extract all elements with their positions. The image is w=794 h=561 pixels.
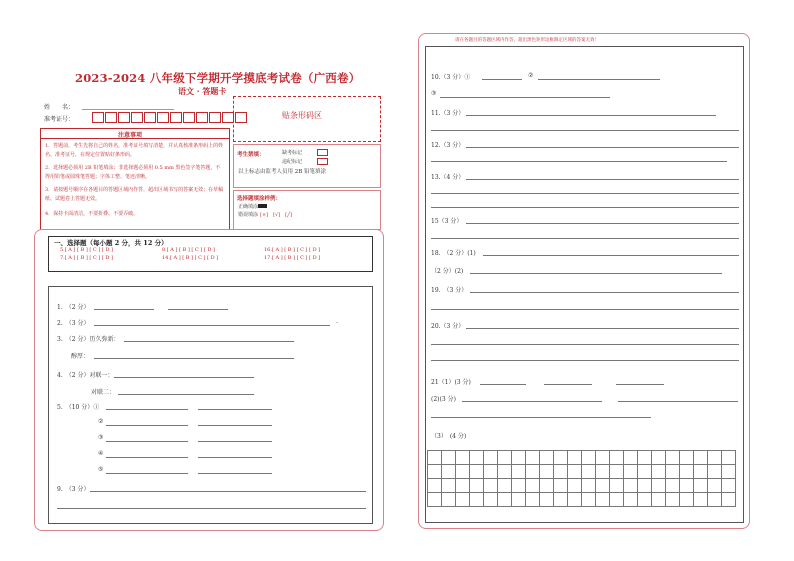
q3-answer-2[interactable] bbox=[94, 358, 294, 359]
q21-answer-1a[interactable] bbox=[480, 384, 526, 385]
notice-divider bbox=[40, 138, 229, 139]
q9-label: 9. （3 分） bbox=[57, 486, 90, 493]
q11-label: 11.（3 分） bbox=[431, 110, 465, 117]
q10-answer-3[interactable] bbox=[440, 97, 610, 98]
q10b-label: ② bbox=[528, 72, 534, 79]
correct-fill-mark bbox=[258, 204, 267, 208]
composition-grid[interactable] bbox=[427, 450, 736, 507]
q11-answer-1[interactable] bbox=[466, 115, 716, 116]
barcode-label: 贴条形码区 bbox=[282, 111, 322, 120]
wrong-fill-marks: [×] [√] [╱] bbox=[260, 212, 293, 218]
q3b-label: 醇厚： bbox=[71, 353, 90, 360]
q10-label: 10.（3 分）① bbox=[431, 74, 471, 81]
q19-label: 19. （3 分） bbox=[431, 287, 468, 294]
q5-answer-5b[interactable] bbox=[198, 473, 272, 474]
q5-answer-1b[interactable] bbox=[198, 409, 272, 410]
q5-label: 5. （10 分）① bbox=[57, 404, 100, 411]
q5-answer-4b[interactable] bbox=[198, 457, 272, 458]
id-label: 准考证号： bbox=[44, 116, 75, 123]
q1-answer-1[interactable] bbox=[94, 309, 154, 310]
q21-answer-1c[interactable] bbox=[616, 384, 664, 385]
q13-answer-2[interactable] bbox=[431, 193, 739, 194]
q5-answer-5a[interactable] bbox=[106, 473, 188, 474]
q9-answer-1[interactable] bbox=[90, 491, 366, 492]
q19-answer-1[interactable] bbox=[470, 292, 739, 293]
q5-4-label: ④ bbox=[98, 450, 104, 457]
violation-label: 违纪标记 bbox=[282, 159, 303, 165]
q5-3-label: ③ bbox=[98, 434, 104, 441]
q1-answer-2[interactable] bbox=[168, 309, 228, 310]
q4-answer-2[interactable] bbox=[118, 394, 254, 395]
q19-answer-2[interactable] bbox=[431, 309, 739, 310]
q5-2-label: ② bbox=[98, 418, 104, 425]
q10-answer-1[interactable] bbox=[482, 79, 522, 80]
section1-title: 一、选择题（每小题 2 分，共 12 分） bbox=[54, 239, 168, 247]
q2-tail: . bbox=[336, 318, 338, 325]
right-top-notice: 请在各题目的答题区域内作答，超出黑色矩形边框限定区域的答案无效！ bbox=[455, 38, 599, 43]
q21-answer-2b[interactable] bbox=[618, 401, 738, 402]
violation-checkbox[interactable] bbox=[317, 158, 328, 165]
q4-answer-1[interactable] bbox=[114, 377, 254, 378]
q15-label: 15（3 分） bbox=[431, 218, 463, 225]
q21-label: 21（1）(3 分) bbox=[431, 379, 471, 386]
q3-label: 3. （2 分）历久弥新： bbox=[57, 336, 120, 343]
q21-answer-2c[interactable] bbox=[431, 417, 651, 418]
page-title: 2023-2024 八年级下学期开学摸底考试卷（广西卷） bbox=[75, 71, 361, 85]
q15-answer-1[interactable] bbox=[466, 223, 739, 224]
q2-label: 2. （3 分） bbox=[57, 320, 90, 327]
q12-answer-2[interactable] bbox=[431, 161, 727, 162]
choice-q7[interactable]: 7.[ A ] [ B ] [ C ] [ D ] bbox=[60, 255, 113, 261]
q5-answer-2a[interactable] bbox=[106, 425, 188, 426]
fill-example-title: 选择题填涂样例： bbox=[237, 196, 282, 202]
q18-answer-2[interactable] bbox=[470, 273, 722, 274]
choice-q8[interactable]: 8.[ A ] [ B ] [ C ] [ D ] bbox=[162, 247, 215, 253]
q20-answer-2[interactable] bbox=[431, 344, 739, 345]
q5-answer-3b[interactable] bbox=[198, 441, 272, 442]
q11-answer-2[interactable] bbox=[431, 130, 739, 131]
absent-label: 缺考标记 bbox=[282, 150, 303, 156]
correct-fill-label: 正确填涂 bbox=[238, 204, 259, 210]
q13-answer-3[interactable] bbox=[431, 207, 739, 208]
q10-answer-2[interactable] bbox=[538, 79, 660, 80]
name-field[interactable] bbox=[82, 109, 174, 110]
absent-checkbox[interactable] bbox=[317, 149, 328, 156]
q20-label: 20.（3 分） bbox=[431, 323, 465, 330]
name-label: 姓 名： bbox=[44, 104, 75, 111]
wrong-fill-label: 错误填涂 bbox=[238, 212, 259, 218]
q5-5-label: ⑤ bbox=[98, 466, 104, 473]
page-subtitle: 语文 · 答题卡 bbox=[178, 86, 227, 96]
q1-label: 1. （2 分） bbox=[57, 304, 90, 311]
choice-q16[interactable]: 16.[ A ] [ B ] [ C ] [ D ] bbox=[264, 247, 321, 253]
choice-q5[interactable]: 5.[ A ] [ B ] [ C ] [ D ] bbox=[60, 247, 113, 253]
q13-label: 13.（4 分） bbox=[431, 174, 465, 181]
q21-answer-1b[interactable] bbox=[544, 384, 592, 385]
notice-item-4: 4．保持卡面清洁，不要折叠、不要弄破。 bbox=[45, 211, 139, 217]
notice-item-2: 2．选择题必须用 2B 铅笔填涂；非选择题必须用 0.5 mm 黑色签字笔答题，不得用铅笔或圆珠笔答题；字体工整、笔迹清晰。 bbox=[45, 165, 221, 180]
q12-answer-1[interactable] bbox=[466, 147, 739, 148]
notice-title: 注意事项 bbox=[118, 132, 143, 139]
q5-answer-1a[interactable] bbox=[106, 409, 188, 410]
q4b-label: 对联二： bbox=[91, 389, 116, 396]
q2-answer[interactable] bbox=[94, 325, 330, 326]
status-label: 考生禁填： bbox=[237, 152, 265, 158]
notice-item-1: 1．答题前，考生先将自己的姓名，准考证号填写清楚，并认真核准条形码上的姓名、准考证号，在规定位置贴好条形码。 bbox=[45, 143, 224, 158]
q10c-label: ③ bbox=[431, 90, 437, 97]
q18b-label: （2 分）(2) bbox=[431, 268, 464, 275]
q5-answer-3a[interactable] bbox=[106, 441, 188, 442]
q12-label: 12.（3 分） bbox=[431, 142, 465, 149]
q3-answer-1[interactable] bbox=[124, 341, 294, 342]
q21c-label: （3） (4 分) bbox=[431, 433, 467, 440]
exam-id-boxes[interactable] bbox=[92, 112, 248, 123]
q20-answer-3[interactable] bbox=[431, 360, 739, 361]
q5-answer-4a[interactable] bbox=[106, 457, 188, 458]
q18-label: 18. （2 分）(1) bbox=[431, 250, 476, 257]
q9-answer-2[interactable] bbox=[57, 508, 366, 509]
q15-answer-2[interactable] bbox=[431, 238, 739, 239]
q4-label: 4. （2 分）对联一： bbox=[57, 372, 114, 379]
q21-answer-2a[interactable] bbox=[462, 401, 602, 402]
status-note: 以上标志由监考人员用 2B 铅笔填涂 bbox=[238, 169, 327, 175]
choice-q14[interactable]: 14.[ A ] [ B ] [ C ] [ D ] bbox=[162, 255, 219, 261]
q13-answer-1[interactable] bbox=[466, 179, 739, 180]
q20-answer-1[interactable] bbox=[466, 328, 739, 329]
q5-answer-2b[interactable] bbox=[198, 425, 272, 426]
notice-item-3: 3．请按题号顺序在各题目的答题区域内作答，超出区域书写的答案无效；在草稿纸、试题卷上答题无效。 bbox=[45, 187, 224, 202]
q18-answer-1[interactable] bbox=[483, 255, 739, 256]
q21b-label: (2)(3 分) bbox=[431, 396, 456, 403]
choice-q17[interactable]: 17.[ A ] [ B ] [ C ] [ D ] bbox=[264, 255, 321, 261]
